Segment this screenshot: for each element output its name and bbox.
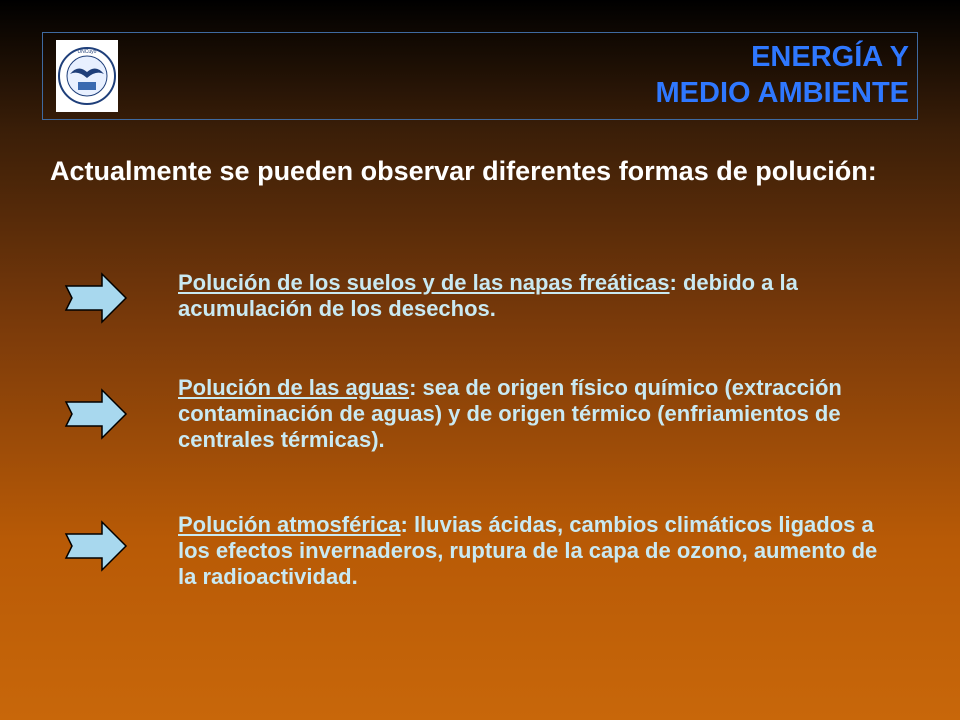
- university-logo: [56, 40, 118, 112]
- list-item: [178, 375, 898, 453]
- title-line-1: ENERGÍA Y: [751, 41, 909, 73]
- item-term: Polución de las aguas: [178, 375, 410, 400]
- arrow-right-icon: [64, 520, 128, 572]
- arrow-right-icon: [64, 272, 128, 324]
- item-text: : debido a la acumulación de los desechos.: [178, 270, 798, 321]
- svg-text:UNCuyo: UNCuyo: [77, 49, 97, 55]
- list-item: [178, 512, 898, 590]
- intro-text: Actualmente se pueden observar diferentes formas de polución:: [50, 156, 877, 186]
- list-item: [178, 270, 898, 322]
- title-line-2: MEDIO AMBIENTE: [655, 77, 909, 109]
- arrow-right-icon: [64, 388, 128, 440]
- item-term: Polución atmosférica: [178, 512, 401, 537]
- item-term: Polución de los suelos y de las napas freáticas: [178, 270, 670, 295]
- page-title: [656, 39, 909, 111]
- item-text: : sea de origen físico químico (extracción contaminación de aguas) y de origen térmico (enfriamientos de centrales térmicas).: [178, 375, 842, 452]
- item-text: : lluvias ácidas, cambios climáticos ligados a los efectos invernaderos, ruptura de la capa de ozono, aumento de la radioactividad.: [178, 512, 878, 589]
- header-box: [42, 32, 918, 120]
